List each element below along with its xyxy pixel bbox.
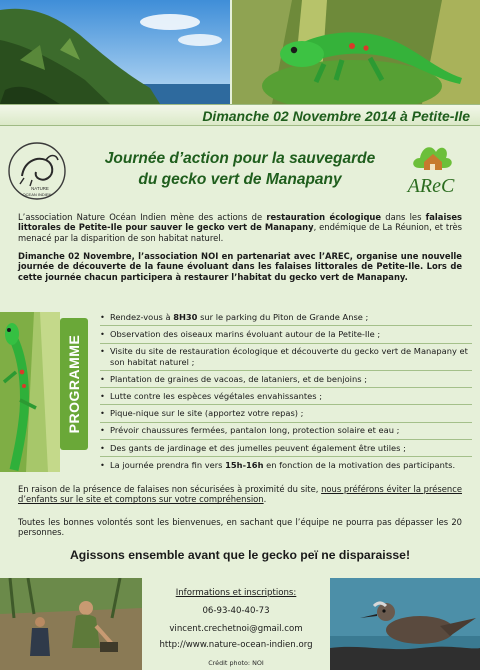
intro-text-3: , endémique de La Réunion, et très menacé par la disparition de son habitat naturel. (18, 222, 462, 243)
program-label: PROGRAMME (66, 334, 82, 434)
program-item (100, 460, 472, 473)
date-banner (0, 104, 480, 126)
seabird-photo (330, 578, 480, 670)
program-item-highlight: 8H30 (173, 312, 198, 322)
welcome-paragraph: Toutes les bonnes volontés sont les bienvenues, en sachant que l’équipe ne pourra pas dépasser les 20 personnes. (18, 517, 462, 538)
program-item (100, 374, 472, 388)
program-item-text: Plantation de graines de vacoas, de lataniers, et de benjoins ; (110, 373, 367, 384)
program-item (100, 329, 472, 343)
program-item-text-end: en fonction de la motivation des participants. (263, 459, 456, 470)
coastal-landscape-photo (0, 0, 230, 104)
title-line-2: du gecko vert de Manapany (138, 171, 342, 188)
risk-underlined-text: nous préférons éviter la présence d’enfants sur le site et comptons sur votre compréhension (18, 484, 462, 505)
planting-volunteers-photo (0, 578, 142, 670)
program-item-text: Pique-nique sur le site (apportez votre repas) ; (110, 408, 304, 419)
risk-notice (18, 484, 462, 505)
program-item (100, 425, 472, 439)
noi-logo-text-top: NATURE (31, 186, 49, 191)
noi-logo (6, 140, 68, 202)
intro-text-2: dans les (381, 212, 426, 222)
program-tab (60, 318, 88, 450)
program-item-highlight: 15h-16h (225, 459, 264, 470)
intro-bold-2: falaises littorales de Petite-Ile pour sauver le gecko vert de Manapany (18, 212, 462, 233)
program-item-text: Lutte contre les espèces végétales envahissantes ; (110, 390, 323, 401)
title-line-1: Journée d’action pour la sauvegarde (104, 150, 376, 167)
arec-logo-text: AReC (407, 175, 455, 196)
intro-bold-1: restauration écologique (266, 212, 382, 222)
program-item (100, 312, 472, 326)
program-item-text: La journée prendra fin vers (110, 459, 226, 470)
program-item-text: Prévoir chaussures fermées, pantalon long, protection solaire et eau ; (110, 425, 400, 436)
program-item (100, 346, 472, 371)
contact-phone[interactable]: 06-93-40-40-73 (202, 606, 270, 616)
program-item (100, 443, 472, 457)
intro-text-1: L’association Nature Océan Indien mène des actions de (18, 212, 267, 222)
program-list (100, 312, 472, 476)
program-item (100, 408, 472, 422)
gecko-photo (232, 0, 480, 104)
photo-credit: Crédit photo: NOI (208, 659, 264, 667)
event-date: Dimanche 02 Novembre 2014 à Petite-Ile (202, 108, 470, 124)
program-item-text: Visite du site de restauration écologique et découverte du gecko vert de Manapany et son habitat naturel ; (110, 346, 468, 367)
program-item-text: Observation des oiseaux marins évoluant autour de la Petite-Ile ; (110, 329, 381, 340)
announcement-paragraph: Dimanche 02 Novembre, l’association NOI en partenariat avec l’AREC, organise une nouvelle journée de découverte de la faune évoluant dans les falaises littorales de Petite-Ile. Lors de cette journée chacun participera à restaurer l’habitat du gecko vert de Manapany. (18, 251, 462, 282)
contact-info (142, 578, 330, 670)
intro-paragraph (18, 212, 462, 243)
contact-title: Informations et inscriptions: (175, 588, 297, 598)
program-item-text: Rendez-vous à (110, 312, 174, 322)
program-item (100, 391, 472, 405)
noi-logo-text-bottom: OCEAN INDIEN (22, 192, 52, 197)
slogan: Agissons ensemble avant que le gecko peï ne disparaisse! (69, 548, 411, 562)
program-item-text-end: sur le parking du Piton de Grande Anse ; (197, 312, 369, 322)
contact-website[interactable]: http://www.nature-ocean-indien.org (159, 640, 313, 650)
contact-email[interactable]: vincent.crechetnoi@gmail.com (169, 624, 303, 634)
page-title (70, 148, 410, 190)
risk-text: En raison de la présence de falaises non sécurisées à proximité du site, (18, 484, 322, 494)
gecko-side-photo (0, 312, 60, 472)
program-item-text: Des gants de jardinage et des jumelles peuvent également être utiles ; (110, 442, 406, 453)
risk-end: . (263, 494, 267, 505)
